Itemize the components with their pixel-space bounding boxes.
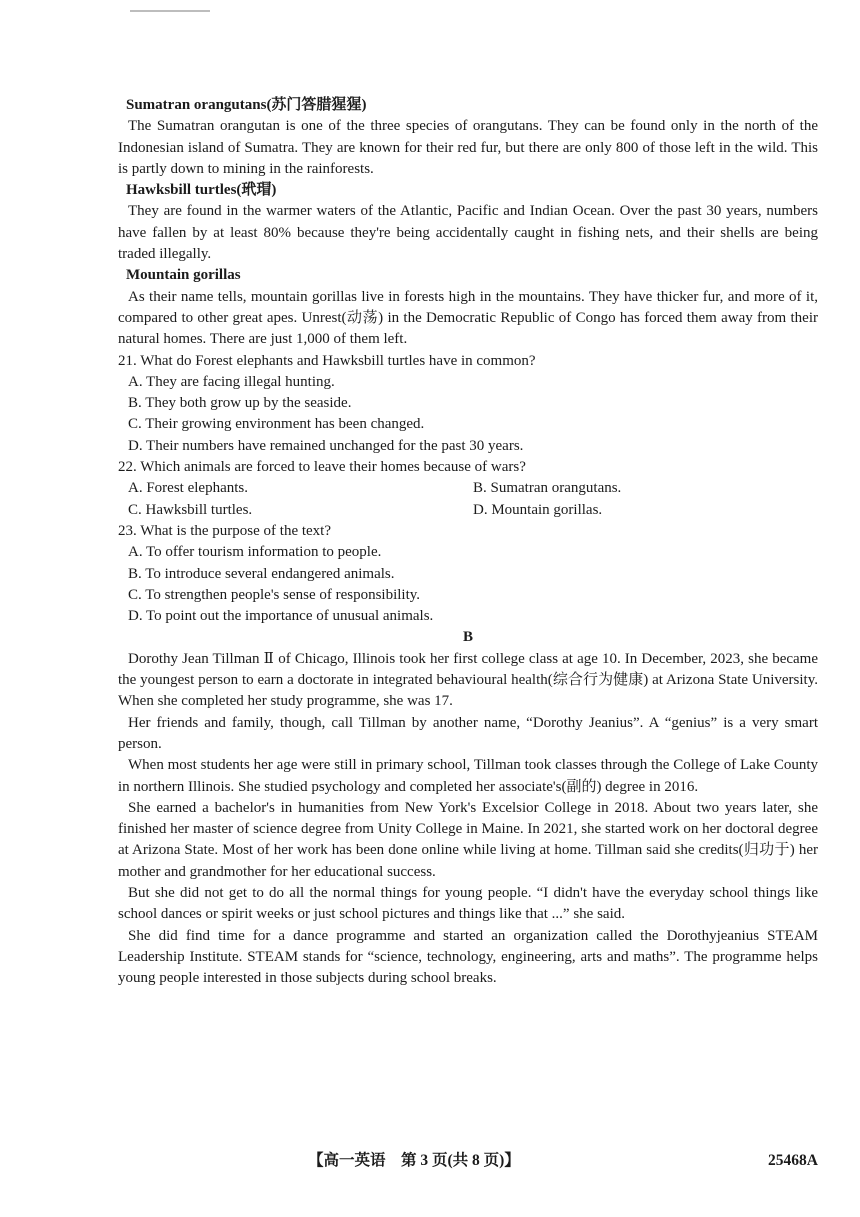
question-21 — [118, 351, 818, 457]
question-22-option-c: C. Hawksbill turtles. — [128, 501, 253, 518]
gorillas-heading: Mountain gorillas — [126, 267, 241, 284]
passage-b-paragraph: She did find time for a dance programme and started an organization called the Dorothyjeanius STEAM Leadership Institute. STEAM stands for “science, technology, engineering, arts and maths”. The programme helps young people interested in those subjects during school breaks. — [118, 927, 818, 987]
scan-mark — [130, 10, 210, 12]
question-22-option-d: D. Mountain gorillas. — [473, 501, 603, 518]
question-22-option-b: B. Sumatran orangutans. — [473, 480, 622, 497]
turtles-heading: Hawksbill turtles(玳瑁) — [126, 182, 277, 199]
footer-page-label: 【高一英语 第 3 页(共 8 页)】 — [308, 1152, 520, 1169]
gorillas-text: As their name tells, mountain gorillas live in forests high in the mountains. They have thicker fur, and more of it, compared to other great apes. Unrest(动荡) in the Democratic Republic of Congo has forced them away from their natural homes. There are just 1,000 of them left. — [118, 288, 818, 348]
question-21-option-a: A. They are facing illegal hunting. — [128, 373, 335, 390]
passage-b-paragraph: But she did not get to do all the normal things for young people. “I didn't have the everyday school things like school dances or spirit weeks or just school pictures and things like that ...” she said. — [118, 884, 818, 923]
question-23-option-a: A. To offer tourism information to people. — [128, 544, 382, 561]
question-23-option-c: C. To strengthen people's sense of responsibility. — [128, 586, 421, 603]
question-23-stem: 23. What is the purpose of the text? — [118, 522, 332, 539]
passage-b-paragraph: When most students her age were still in primary school, Tillman took classes through the College of Lake County in northern Illinois. She studied psychology and completed her associate's(副的) degree in 2016. — [118, 757, 818, 795]
question-21-option-d: D. Their numbers have remained unchanged for the past 30 years. — [128, 437, 524, 454]
passage-b-paragraph: Dorothy Jean Tillman Ⅱ of Chicago, Illinois took her first college class at age 10. In December, 2023, she became the youngest person to earn a doctorate in integrated behavioural health(综合行为健康) at Arizona State University. When she completed her study programme, she was 17. — [118, 650, 818, 710]
passage-b-label: B — [462, 629, 473, 646]
question-23-option-b: B. To introduce several endangered animals. — [128, 565, 395, 582]
question-23 — [118, 521, 818, 627]
question-22 — [118, 457, 818, 521]
orangutans-text: The Sumatran orangutan is one of the three species of orangutans. They can be found only in the north of the Indonesian island of Sumatra. They are known for their red fur, but there are only 800 of those left in the wild. This is partly down to mining in the rainforests. — [118, 118, 818, 177]
passage-b-paragraph: Her friends and family, though, call Tillman by another name, “Dorothy Jeanius”. A “genius” is a very smart person. — [118, 714, 818, 752]
question-22-options-row-2 — [118, 500, 818, 521]
orangutans-heading: Sumatran orangutans(苏门答腊猩猩) — [126, 97, 367, 113]
question-21-stem: 21. What do Forest elephants and Hawksbill turtles have in common? — [118, 352, 536, 369]
question-22-options-row-1 — [118, 478, 818, 499]
question-21-option-b: B. They both grow up by the seaside. — [128, 395, 352, 412]
footer-paper-code: 25468A — [768, 1152, 818, 1169]
passage-b-paragraph: She earned a bachelor's in humanities from New York's Excelsior College in 2018. About two years later, she finished her master of science degree from Unity College in Maine. In 2021, she started work on her doctoral degree at Arizona State. Most of her work has been done online while living at home. Tillman said she credits(归功于) her mother and grandmother for her educational success. — [118, 799, 818, 880]
question-21-option-c: C. Their growing environment has been changed. — [128, 416, 425, 433]
turtles-text: They are found in the warmer waters of the Atlantic, Pacific and Indian Ocean. Over the past 30 years, numbers have fallen by at least 80% because they're being accidentally caught in fishing nets, and their shells are being traded illegally. — [118, 203, 818, 263]
exam-page — [118, 95, 818, 989]
question-22-option-a: A. Forest elephants. — [128, 480, 248, 497]
question-22-stem: 22. Which animals are forced to leave their homes because of wars? — [118, 459, 526, 476]
question-23-option-d: D. To point out the importance of unusual animals. — [128, 608, 434, 625]
